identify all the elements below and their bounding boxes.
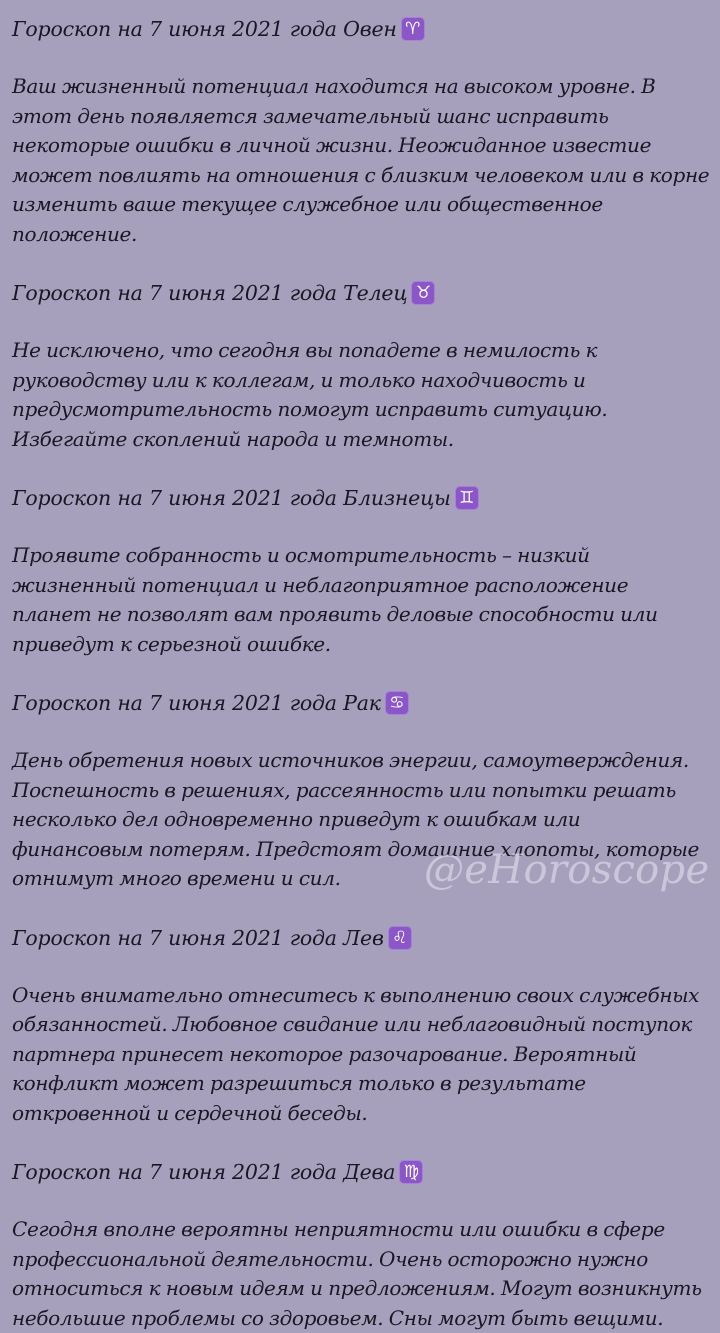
sign-title xyxy=(12,923,712,953)
sign-title-text: Гороскоп на 7 июня 2021 года Овен xyxy=(12,17,397,41)
sign-description: Проявите собранность и осмотрительность – низкий жизненный потенциал и неблагоприятное расположение планет не позволят вам проявить деловые способности или приведут к серьезной ошибке. xyxy=(12,543,658,656)
section-gap xyxy=(12,1128,712,1157)
horoscope-virgo xyxy=(12,1157,712,1333)
sign-description: Не исключено, что сегодня вы попадете в немилость к руководству или к коллегам, и только находчивость и предусмотрительность помогут исправить ситуацию. Избегайте скоплений народа и темноты. xyxy=(12,338,608,451)
sign-description: Ваш жизненный потенциал находится на высоком уровне. В этот день появляется замечательный шанс исправить некоторые ошибки в личной жизни. Неожиданное известие может повлиять на отношения с близким человеком или в корне изменить ваше текущее служебное или общественное положение. xyxy=(12,74,710,246)
cancer-icon: ♋ xyxy=(385,691,409,715)
sign-title-text: Гороскоп на 7 июня 2021 года Рак xyxy=(12,691,381,715)
section-gap xyxy=(12,454,712,483)
sign-title-text: Гороскоп на 7 июня 2021 года Телец xyxy=(12,281,408,305)
sign-title xyxy=(12,278,712,308)
sign-title xyxy=(12,1157,712,1187)
sign-description: День обретения новых источников энергии, самоутверждения. Поспешность в решениях, рассеянность или попытки решать несколько дел одновременно приведут к ошибкам или финансовым потерям. Предстоят домашние хлопоты, которые отнимут много времени и сил. xyxy=(12,748,700,890)
taurus-icon: ♉ xyxy=(411,281,435,305)
sign-title-text: Гороскоп на 7 июня 2021 года Лев xyxy=(12,925,384,950)
sign-description: Очень внимательно отнеситесь к выполнению своих служебных обязанностей. Любовное свидание или неблаговидный поступок партнера принесет некоторое разочарование. Вероятный конфликт может разрешиться только в результате откровенной и сердечной беседы. xyxy=(12,982,700,1125)
sign-description: Сегодня вполне вероятны неприятности или ошибки в сфере профессиональной деятельности. Очень осторожно нужно относиться к новым идеям и предложениям. Могут возникнуть небольшие проблемы со здоровьем. Сны могут быть вещими. xyxy=(12,1217,702,1330)
horoscope-leo xyxy=(12,923,712,1129)
horoscope-gemini xyxy=(12,483,712,659)
section-gap xyxy=(12,249,712,278)
section-gap xyxy=(12,659,712,688)
aries-icon: ♈ xyxy=(401,17,425,41)
sign-title xyxy=(12,483,712,513)
sign-title-text: Гороскоп на 7 июня 2021 года Дева xyxy=(12,1160,396,1184)
horoscope-aries xyxy=(12,14,712,249)
virgo-icon: ♍ xyxy=(399,1160,423,1184)
sign-title-text: Гороскоп на 7 июня 2021 года Близнецы xyxy=(12,486,451,510)
horoscope-taurus xyxy=(12,278,712,454)
gemini-icon: ♊ xyxy=(455,486,479,510)
watermark: @eHoroscope xyxy=(424,847,710,893)
sign-title xyxy=(12,688,712,718)
sign-title xyxy=(12,14,712,44)
leo-icon: ♌ xyxy=(388,926,412,950)
section-gap xyxy=(12,894,712,923)
